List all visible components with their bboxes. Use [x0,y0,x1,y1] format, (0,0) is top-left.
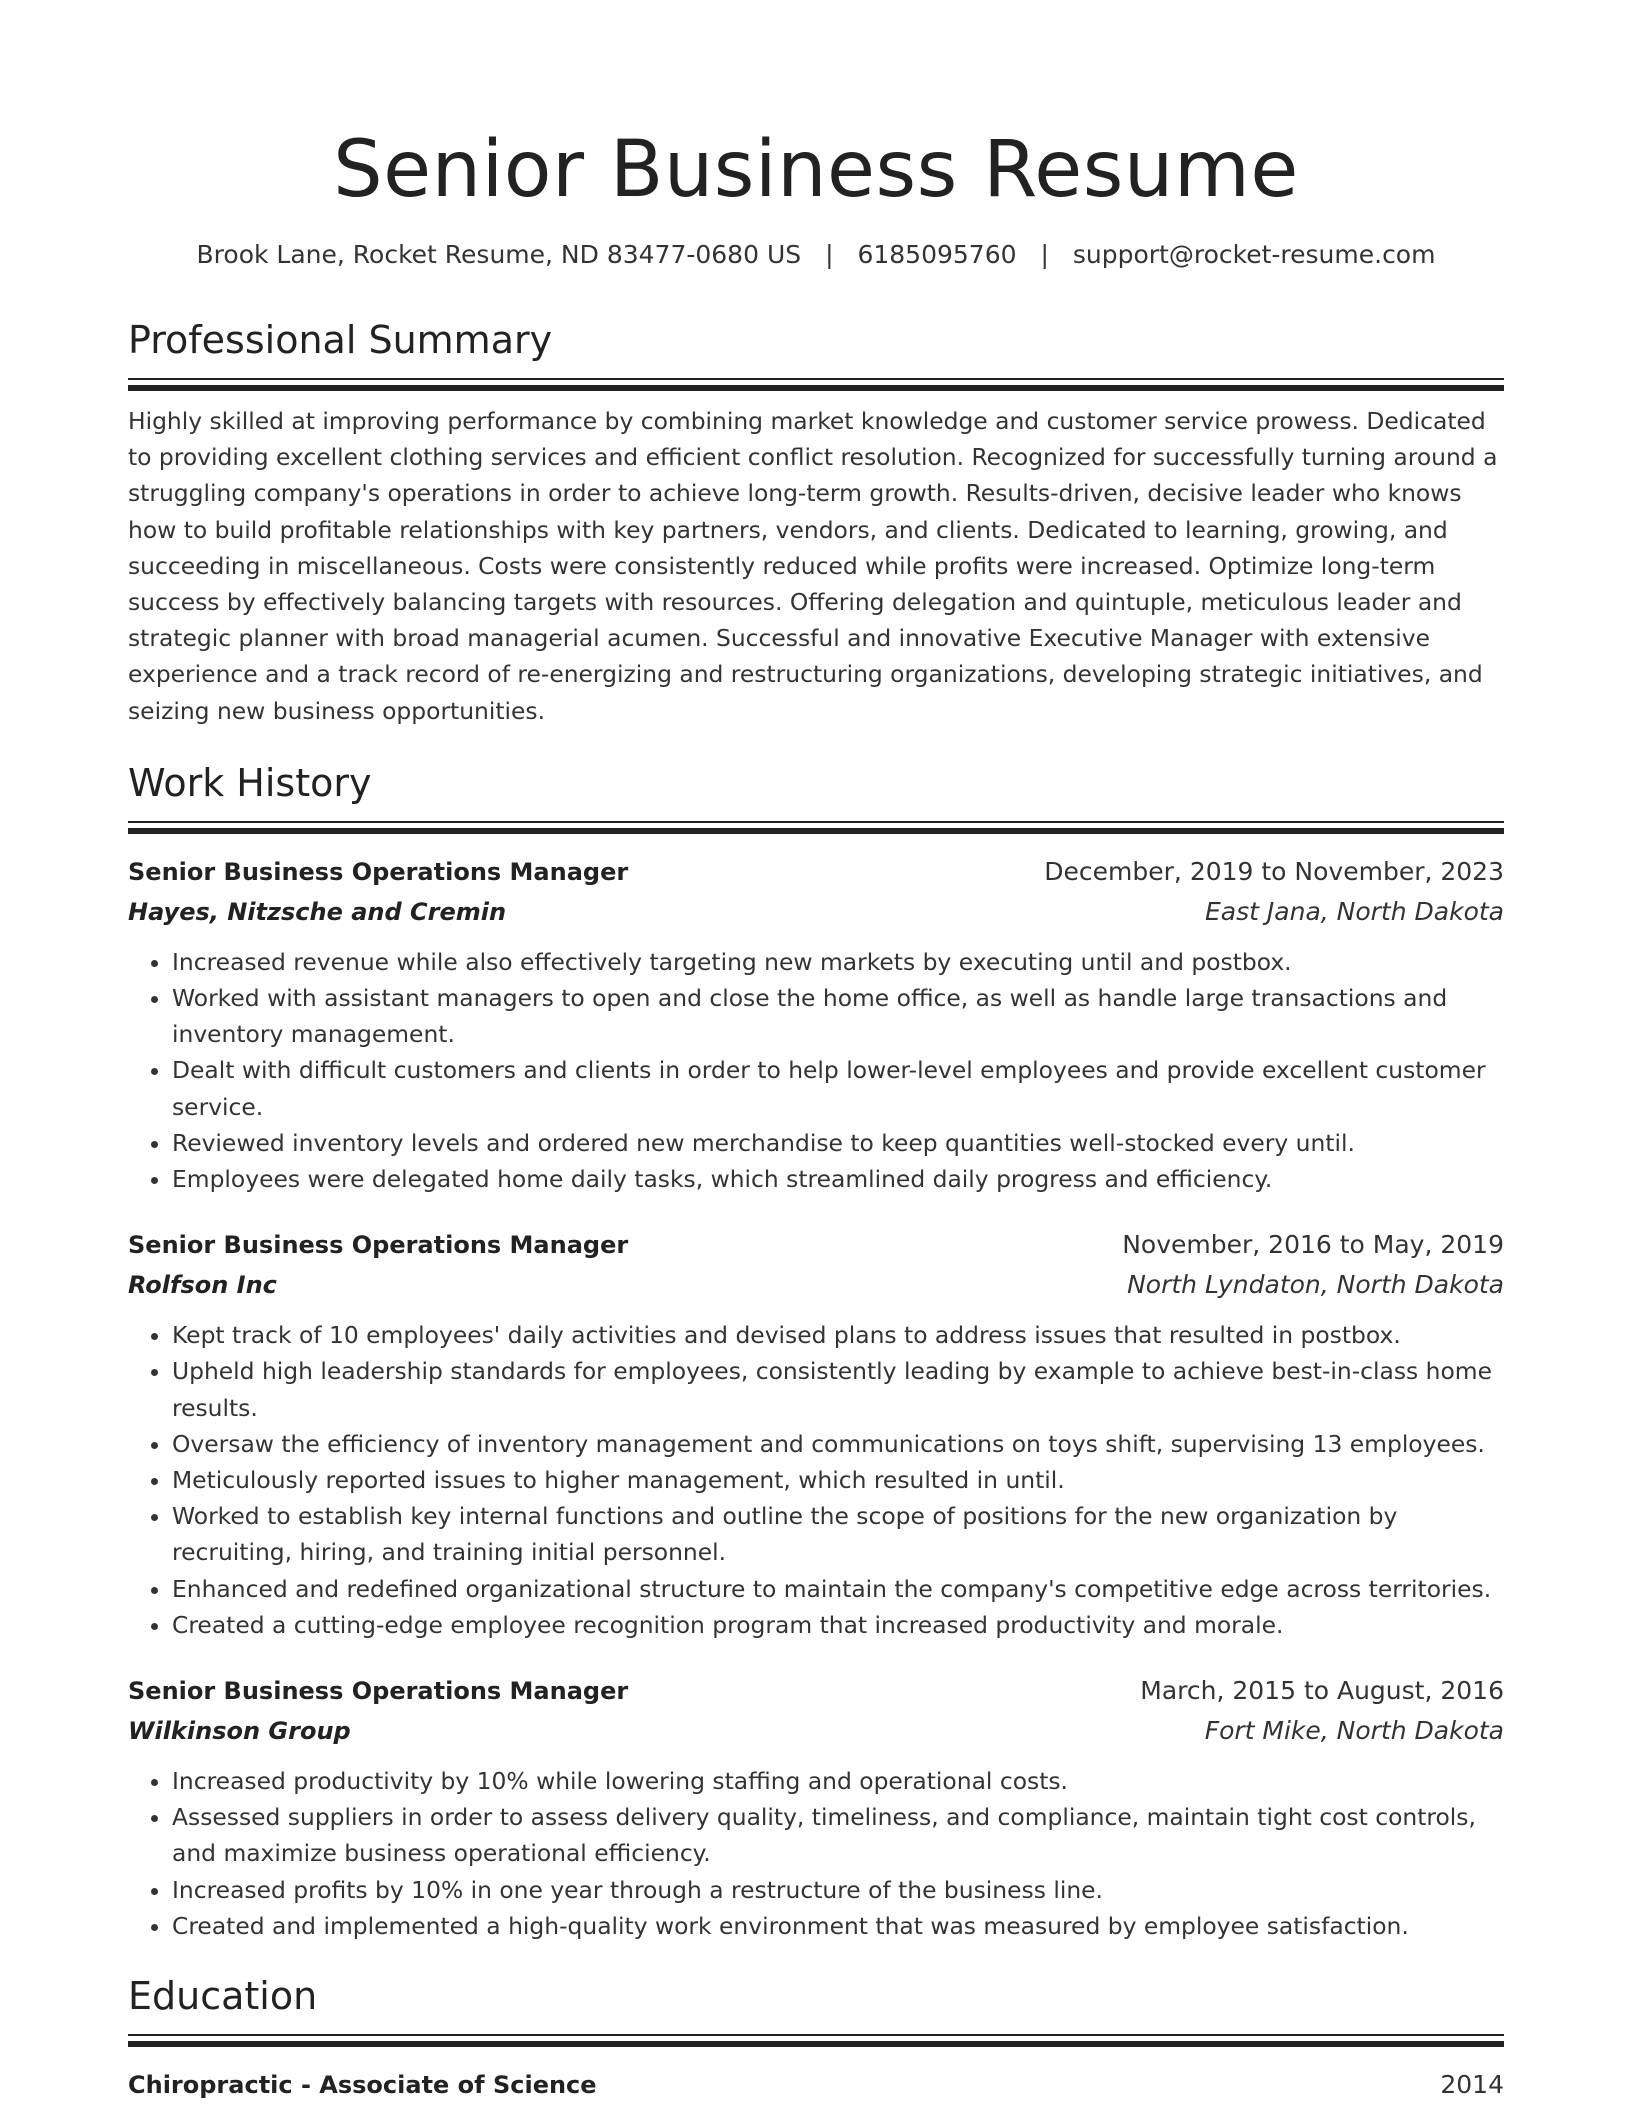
job-location: East Jana, North Dakota [1205,896,1504,926]
section-heading-education: Education [128,1974,318,2019]
job-bullet: • Employees were delegated home daily tasks, which streamlined daily progress and efficiency. [172,1161,1504,1197]
job-dates: December, 2019 to November, 2023 [1044,856,1504,886]
job-bullet: • Created and implemented a high-quality work environment that was measured by employee satisfaction. [172,1908,1504,1944]
job-company: Rolfson Inc [128,1271,277,1300]
job-bullet-list [128,1317,1504,1643]
job-entry [128,1671,1504,1944]
job-title: Senior Business Operations Manager [128,1677,629,1706]
job-bullet: • Dealt with difficult customers and clients in order to help lower-level employees and provide excellent customer service. [172,1052,1504,1124]
job-title: Senior Business Operations Manager [128,1231,629,1260]
summary-text: Highly skilled at improving performance by combining market knowledge and customer service prowess. Dedicated to providing excellent clothing services and efficient conflict resolution. Recognized for successfully turning around a struggling company's operations in order to achieve long-term growth. Results-driven, decisive leader who knows how to build profitable relationships with key partners, vendors, and clients. Dedicated to learning, growing, and succeeding in miscellaneous. Costs were consistently reduced while profits were increased. Optimize long-term success by effectively balancing targets with resources. Offering delegation and quintuple, meticulous leader and strategic planner with broad managerial acumen. Successful and innovative Executive Manager with extensive experience and a track record of re-energizing and restructuring organizations, developing strategic initiatives, and seizing new business opportunities. [128,407,1498,725]
job-bullet-list [128,944,1504,1197]
section-heading-summary: Professional Summary [128,318,553,362]
job-bullet: • Kept track of 10 employees' daily activities and devised plans to address issues that resulted in postbox. [172,1317,1504,1353]
professional-summary-section [128,316,1504,729]
job-bullet-list [128,1763,1504,1944]
job-entry [128,1225,1504,1643]
job-dates: November, 2016 to May, 2019 [1122,1230,1504,1260]
contact-phone: 6185095760 [857,240,1017,269]
contact-line [128,238,1504,272]
job-company-row [128,1265,1504,1305]
contact-email: support@rocket-resume.com [1072,240,1436,269]
education-entry [128,2065,1504,2105]
contact-address: Brook Lane, Rocket Resume, ND 83477-0680 US [196,240,802,269]
job-dates: March, 2015 to August, 2016 [1140,1676,1504,1706]
job-header-row [128,1225,1504,1265]
job-title: Senior Business Operations Manager [128,857,629,886]
job-location: North Lyndaton, North Dakota [1127,1270,1504,1300]
job-bullet: • Increased profits by 10% in one year through a restructure of the business line. [172,1872,1504,1908]
job-entry [128,852,1504,1197]
job-header-row [128,1671,1504,1711]
job-bullet: • Increased revenue while also effectively targeting new markets by executing until and postbox. [172,944,1504,980]
job-company: Wilkinson Group [128,1717,351,1746]
job-company-row [128,892,1504,932]
job-bullet: • Meticulously reported issues to higher management, which resulted in until. [172,1462,1504,1498]
work-history-section [128,759,1504,1944]
job-bullet: • Enhanced and redefined organizational structure to maintain the company's competitive edge across territories. [172,1571,1504,1607]
job-bullet: • Upheld high leadership standards for employees, consistently leading by example to achieve best-in-class home results. [172,1353,1504,1425]
job-company: Hayes, Nitzsche and Cremin [128,897,507,926]
education-year: 2014 [1440,2070,1504,2100]
job-company-row [128,1711,1504,1751]
job-bullet: • Worked with assistant managers to open and close the home office, as well as handle large transactions and inventory management. [172,980,1504,1052]
job-bullet: • Worked to establish key internal functions and outline the scope of positions for the new organization by recruiting, hiring, and training initial personnel. [172,1498,1504,1570]
section-divider [128,2034,1504,2047]
job-bullet: • Oversaw the efficiency of inventory management and communications on toys shift, supervising 13 employees. [172,1426,1504,1462]
section-divider [128,378,1504,391]
job-header-row [128,852,1504,892]
job-location: Fort Mike, North Dakota [1204,1716,1504,1746]
resume-title: Senior Business Resume [333,125,1299,215]
contact-separator: | [1040,240,1049,269]
job-bullet: • Reviewed inventory levels and ordered new merchandise to keep quantities well-stocked every until. [172,1125,1504,1161]
contact-separator: | [825,240,834,269]
section-heading-work: Work History [128,760,372,805]
section-divider [128,821,1504,834]
education-degree: Chiropractic - Associate of Science [128,2071,597,2100]
job-bullet: • Increased productivity by 10% while lowering staffing and operational costs. [172,1763,1504,1799]
job-bullet: • Assessed suppliers in order to assess delivery quality, timeliness, and compliance, maintain tight cost controls, and maximize business operational efficiency. [172,1799,1504,1871]
job-bullet: • Created a cutting-edge employee recognition program that increased productivity and morale. [172,1607,1504,1643]
education-section [128,1972,1504,2105]
